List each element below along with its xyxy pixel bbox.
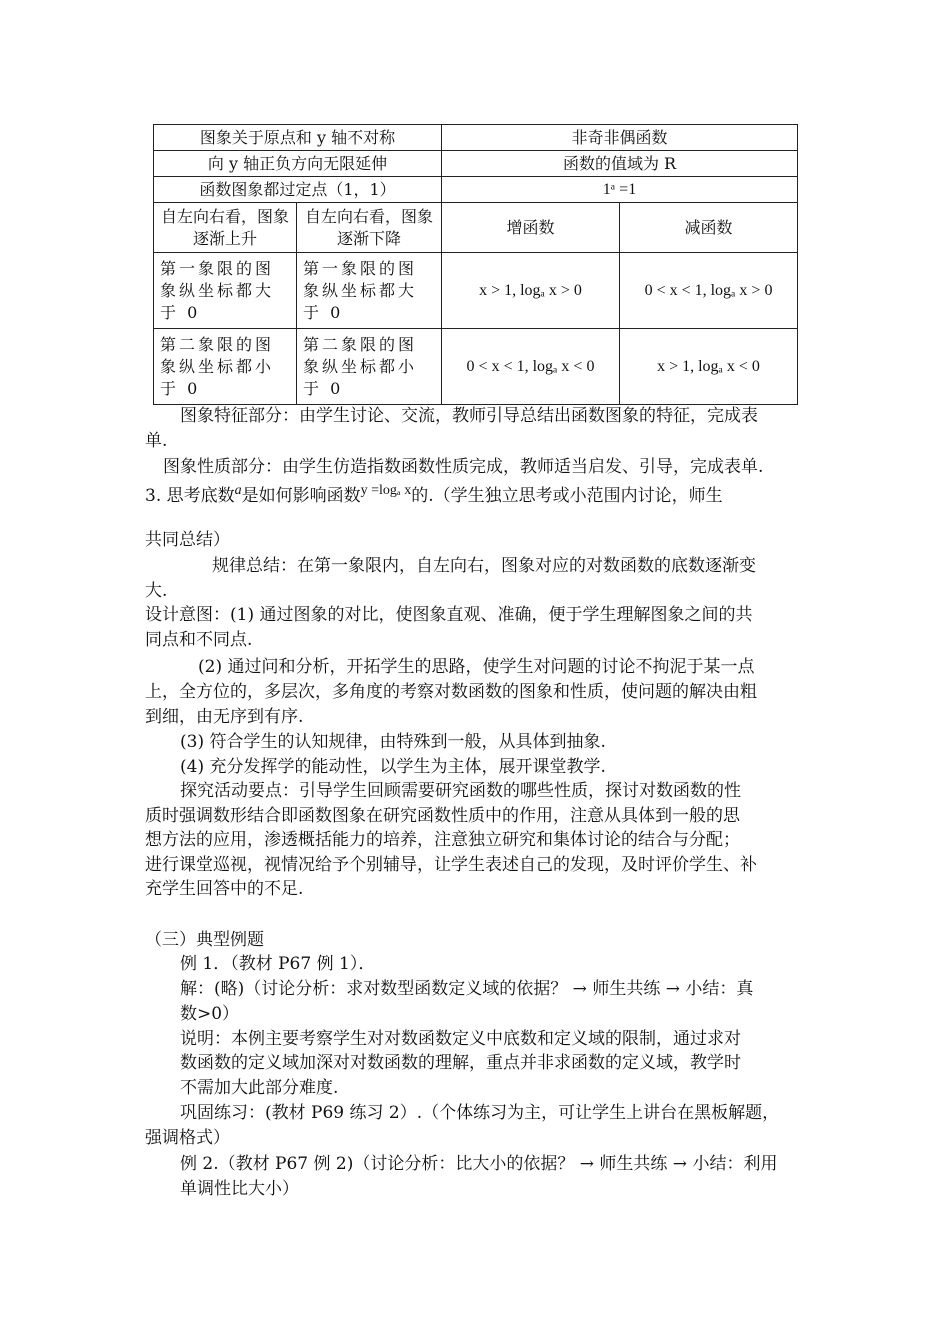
- paragraph-line: 共同总结）: [145, 530, 230, 550]
- paragraph-line: 巩固练习：(教材 P69 练习 2）.（个体练习为主，可让学生上讲台在黑板解题，: [180, 1103, 780, 1123]
- text-run: 是如何影响函数: [241, 486, 361, 506]
- table-cell: 自左向右看，图象逐渐上升: [154, 203, 297, 253]
- paragraph-line: 例 1．（教材 P67 例 1）．: [180, 954, 376, 974]
- paragraph-line: 不需加大此部分难度.: [180, 1078, 339, 1098]
- paragraph-line: 设计意图：(1) 通过图象的对比，使图象直观、准确，便于学生理解图象之间的共: [145, 605, 753, 625]
- table-cell: 向 y 轴正负方向无限延伸: [154, 151, 442, 177]
- paragraph-line: 充学生回答中的不足.: [145, 879, 304, 899]
- table-row: [154, 177, 798, 203]
- text-run: 的.（学生独立思考或小范围内讨论，师生: [411, 486, 723, 506]
- paragraph-line: 图象特征部分：由学生讨论、交流，教师引导总结出函数图象的特征，完成表: [180, 406, 758, 426]
- paragraph-line: 同点和不同点.: [145, 630, 253, 650]
- paragraph-line: 强调格式）: [145, 1128, 230, 1148]
- table-cell: 函数的值域为 R: [442, 151, 798, 177]
- paragraph-line: 说明：本例主要考察学生对对数函数定义中底数和定义域的限制，通过求对: [180, 1029, 741, 1049]
- table-row: [154, 253, 798, 329]
- table-cell: 0 < x < 1, logₐ x > 0: [620, 253, 798, 329]
- paragraph-line: 例 2.（教材 P67 例 2)（讨论分析：比大小的依据？ → 师生共练 → 小结：利用: [180, 1154, 778, 1174]
- paragraph-line: 想方法的应用，渗透概括能力的培养，注意独立研究和集体讨论的结合与分配；: [145, 830, 740, 850]
- paragraph-line: 质时强调数形结合即函数图象在研究函数性质中的作用，注意从具体到一般的思: [145, 806, 740, 826]
- table-cell: 第二象限的图象纵坐标都小于 0: [297, 329, 442, 405]
- paragraph-line: (3) 符合学生的认知规律，由特殊到一般，从具体到抽象.: [180, 732, 606, 752]
- paragraph-line: 上，全方位的，多层次，多角度的考察对数函数的图象和性质，使问题的解决由粗: [145, 682, 757, 702]
- paragraph-line: 探究活动要点：引导学生回顾需要研究函数的哪些性质，探讨对数函数的性: [180, 781, 741, 801]
- math-expression: y =logₐ x: [360, 483, 412, 498]
- paragraph-line: 大.: [145, 581, 168, 601]
- table-cell: 0 < x < 1, logₐ x < 0: [442, 329, 620, 405]
- table-row: [154, 125, 798, 151]
- log-function-properties-table: [153, 124, 798, 405]
- text-run: 3. 思考底数: [145, 486, 235, 506]
- table-cell: 第一象限的图象纵坐标都大于 0: [154, 253, 297, 329]
- table-cell: x > 1, logₐ x < 0: [620, 329, 798, 405]
- section-heading: （三）典型例题: [145, 930, 264, 950]
- table-cell: 1ᵃ =1: [442, 177, 798, 203]
- paragraph-line: 数>0）: [180, 1004, 240, 1024]
- table-row: [154, 329, 798, 405]
- paragraph-line: 单调性比大小）: [180, 1179, 299, 1199]
- paragraph-line: (2) 通过问和分析，开拓学生的思路，使学生对问题的讨论不拘泥于某一点: [198, 657, 755, 677]
- paragraph-line: 进行课堂巡视，视情况给予个别辅导，让学生表述自己的发现，及时评价学生、补: [145, 855, 757, 875]
- paragraph-line: 单.: [145, 431, 168, 451]
- paragraph-line: 图象性质部分：由学生仿造指数函数性质完成，教师适当启发、引导，完成表单.: [163, 457, 764, 477]
- table-cell: 函数图象都过定点（1，1）: [154, 177, 442, 203]
- paragraph-line: (4) 充分发挥学的能动性，以学生为主体，展开课堂教学.: [180, 757, 606, 777]
- table-cell: 自左向右看，图象逐渐下降: [297, 203, 442, 253]
- table-cell: x > 1, logₐ x > 0: [442, 253, 620, 329]
- paragraph-line: 到细，由无序到有序.: [145, 707, 304, 727]
- table-cell: 减函数: [620, 203, 798, 253]
- paragraph-line: 规律总结：在第一象限内，自左向右，图象对应的对数函数的底数逐渐变: [212, 556, 756, 576]
- table-row: [154, 151, 798, 177]
- table-row: [154, 203, 798, 253]
- table-cell: 图象关于原点和 y 轴不对称: [154, 125, 442, 151]
- table-cell: 第二象限的图象纵坐标都小于 0: [154, 329, 297, 405]
- table-cell: 第一象限的图象纵坐标都大于 0: [297, 253, 442, 329]
- table-cell: 非奇非偶函数: [442, 125, 798, 151]
- math-variable: a: [234, 483, 242, 498]
- paragraph-line: 解：(略)（讨论分析：求对数型函数定义域的依据？ → 师生共练 → 小结：真: [180, 979, 754, 999]
- paragraph-line: [145, 484, 723, 510]
- table-cell: 增函数: [442, 203, 620, 253]
- paragraph-line: 数函数的定义域加深对对数函数的理解，重点并非求函数的定义域，教学时: [180, 1053, 741, 1073]
